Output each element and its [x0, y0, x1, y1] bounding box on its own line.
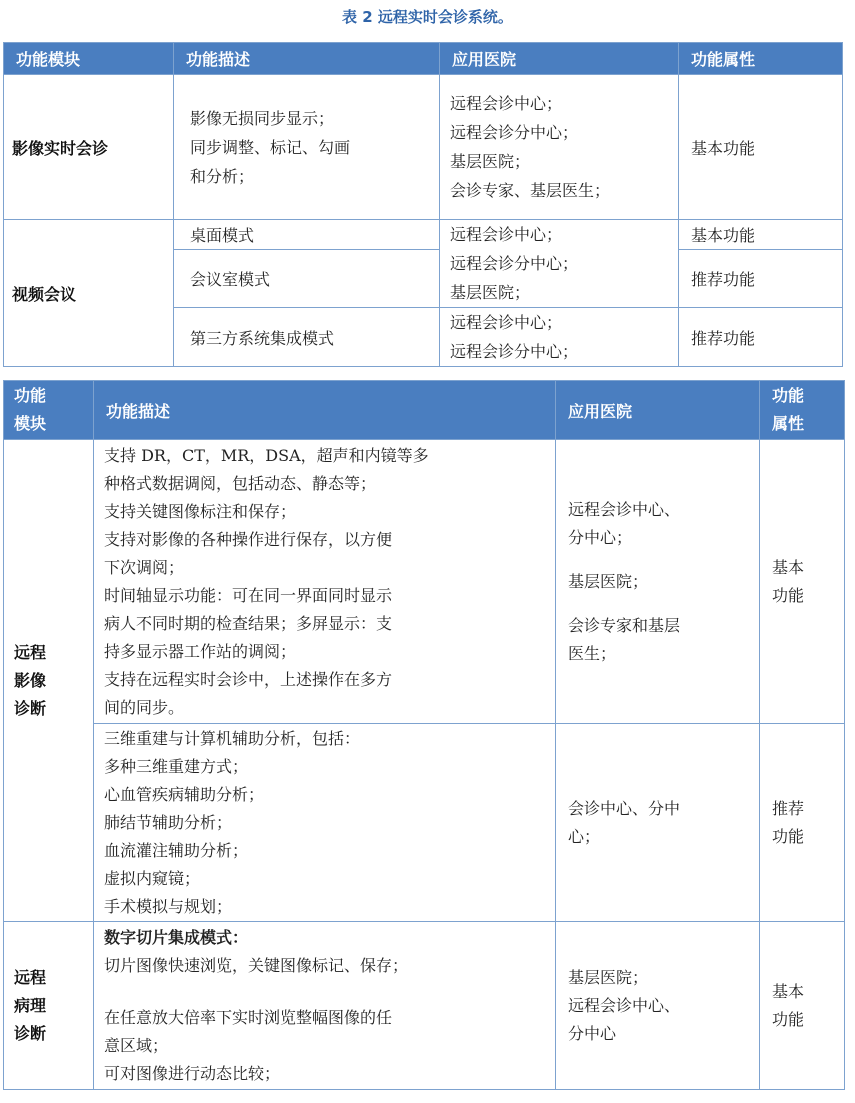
hospital-line: 远程会诊分中心； — [450, 123, 579, 142]
hospital-line: 基层医院； — [568, 571, 649, 591]
desc-line: 和分析； — [190, 166, 255, 186]
module-line: 远程 — [14, 967, 47, 987]
desc-line: 切片图像快速浏览，关键图像标记、保存； — [104, 956, 409, 975]
desc-line: 虚拟内窥镜； — [104, 868, 201, 888]
header-module — [4, 381, 94, 440]
attribute-cell: 基本功能 — [679, 75, 843, 220]
hospital-line: 会诊中心、分中 — [568, 798, 681, 818]
attribute-line: 基本 — [772, 557, 805, 577]
header-line: 功能 — [14, 386, 47, 405]
attribute-line: 功能 — [772, 585, 805, 605]
desc-line: 影像无损同步显示； — [190, 108, 335, 128]
module-video-conference: 视频会议 — [4, 220, 174, 367]
table-row — [4, 440, 845, 724]
desc-line: 支持 DR，CT，MR，DSA，超声和内镜等多 — [104, 445, 429, 465]
desc-line: 支持关键图像标注和保存； — [104, 501, 297, 521]
attribute-line: 功能 — [772, 1009, 805, 1029]
hospital-line: 会诊专家和基层 — [568, 615, 681, 635]
description-cell: 会议室模式 — [174, 250, 440, 308]
hospital-line: 远程会诊中心、 — [568, 995, 681, 1015]
desc-line: 手术模拟与规划； — [104, 896, 233, 916]
description-cell — [174, 75, 440, 220]
hospital-line: 会诊专家、基层医生； — [450, 181, 611, 200]
module-remote-pathology — [4, 922, 94, 1090]
attribute-cell — [760, 724, 845, 922]
description-cell — [94, 724, 556, 922]
hospital-line: 医生； — [568, 643, 617, 663]
attribute-cell — [760, 922, 845, 1090]
header-line: 功能 — [772, 386, 805, 405]
description-cell: 第三方系统集成模式 — [174, 308, 440, 367]
hospital-line: 基层医院； — [568, 967, 649, 987]
module-line: 诊断 — [14, 698, 47, 718]
desc-line: 在任意放大倍率下实时浏览整幅图像的任 — [104, 1008, 393, 1027]
attribute-cell: 推荐功能 — [679, 308, 843, 367]
header-attribute — [760, 381, 845, 440]
hospital-cell — [556, 922, 760, 1090]
table-realtime-consultation — [3, 42, 843, 367]
hospital-line: 分中心 — [568, 1023, 617, 1043]
header-module: 功能模块 — [4, 43, 174, 75]
attribute-line: 功能 — [772, 826, 805, 846]
desc-line: 血流灌注辅助分析； — [104, 840, 249, 860]
attribute-cell: 基本功能 — [679, 220, 843, 250]
hospital-cell — [556, 724, 760, 922]
table-row — [4, 724, 845, 922]
module-imaging-consult: 影像实时会诊 — [4, 75, 174, 220]
header-description: 功能描述 — [174, 43, 440, 75]
desc-line: 同步调整、标记、勾画 — [190, 137, 351, 157]
desc-line: 时间轴显示功能：可在同一界面同时显示 — [104, 585, 393, 605]
attribute-cell: 推荐功能 — [679, 250, 843, 308]
desc-line: 间的同步。 — [104, 697, 185, 717]
table-row — [4, 220, 843, 250]
table-row — [4, 75, 843, 220]
header-hospital: 应用医院 — [440, 43, 679, 75]
hospital-cell — [440, 308, 679, 367]
table-header-row — [4, 381, 845, 440]
desc-line: 支持在远程实时会诊中，上述操作在多方 — [104, 669, 393, 689]
attribute-cell — [760, 440, 845, 724]
header-description: 功能描述 — [94, 381, 556, 440]
hospital-line: 远程会诊分中心； — [450, 254, 579, 273]
hospital-line: 心； — [568, 826, 601, 846]
desc-line: 可对图像进行动态比较； — [104, 1064, 281, 1083]
hospital-line: 远程会诊分中心； — [450, 342, 579, 361]
module-line: 诊断 — [14, 1023, 47, 1043]
hospital-line: 基层医院； — [450, 152, 531, 171]
desc-line: 支持对影像的各种操作进行保存，以方便 — [104, 529, 393, 549]
desc-line: 下次调阅； — [104, 557, 185, 577]
hospital-cell — [556, 440, 760, 724]
table-caption: 表 2 远程实时会诊系统。 — [342, 8, 513, 26]
desc-title: 数字切片集成模式： — [104, 928, 249, 947]
hospital-line: 远程会诊中心； — [450, 225, 563, 244]
module-remote-imaging — [4, 440, 94, 922]
hospital-spacer — [568, 552, 759, 568]
desc-line: 种格式数据调阅，包括动态、静态等； — [104, 473, 377, 493]
description-cell: 桌面模式 — [174, 220, 440, 250]
desc-line: 意区域； — [104, 1036, 169, 1055]
hospital-cell — [440, 75, 679, 220]
table-remote-diagnosis — [3, 380, 845, 1090]
desc-line: 病人不同时期的检查结果；多屏显示：支 — [104, 613, 393, 633]
module-line: 影像 — [14, 670, 47, 690]
hospital-spacer — [568, 596, 759, 612]
hospital-line: 分中心； — [568, 527, 633, 547]
module-line: 远程 — [14, 642, 47, 662]
desc-line: 持多显示器工作站的调阅； — [104, 641, 297, 661]
desc-spacer — [104, 980, 555, 1004]
attribute-line: 基本 — [772, 981, 805, 1001]
module-line: 病理 — [14, 995, 47, 1015]
description-cell — [94, 922, 556, 1090]
table-row — [4, 922, 845, 1090]
header-line: 模块 — [14, 414, 47, 433]
description-cell — [94, 440, 556, 724]
desc-line: 多种三维重建方式； — [104, 756, 249, 776]
hospital-cell — [440, 220, 679, 308]
header-hospital: 应用医院 — [556, 381, 760, 440]
desc-line: 三维重建与计算机辅助分析，包括： — [104, 728, 361, 748]
table-header-row — [4, 43, 843, 75]
hospital-line: 远程会诊中心； — [450, 94, 563, 113]
attribute-line: 推荐 — [772, 798, 805, 818]
header-line: 属性 — [772, 414, 805, 433]
header-attribute: 功能属性 — [679, 43, 843, 75]
desc-line: 心血管疾病辅助分析； — [104, 784, 265, 804]
hospital-line: 远程会诊中心； — [450, 313, 563, 332]
hospital-line: 基层医院； — [450, 283, 531, 302]
hospital-line: 远程会诊中心、 — [568, 499, 681, 519]
desc-line: 肺结节辅助分析； — [104, 812, 233, 832]
